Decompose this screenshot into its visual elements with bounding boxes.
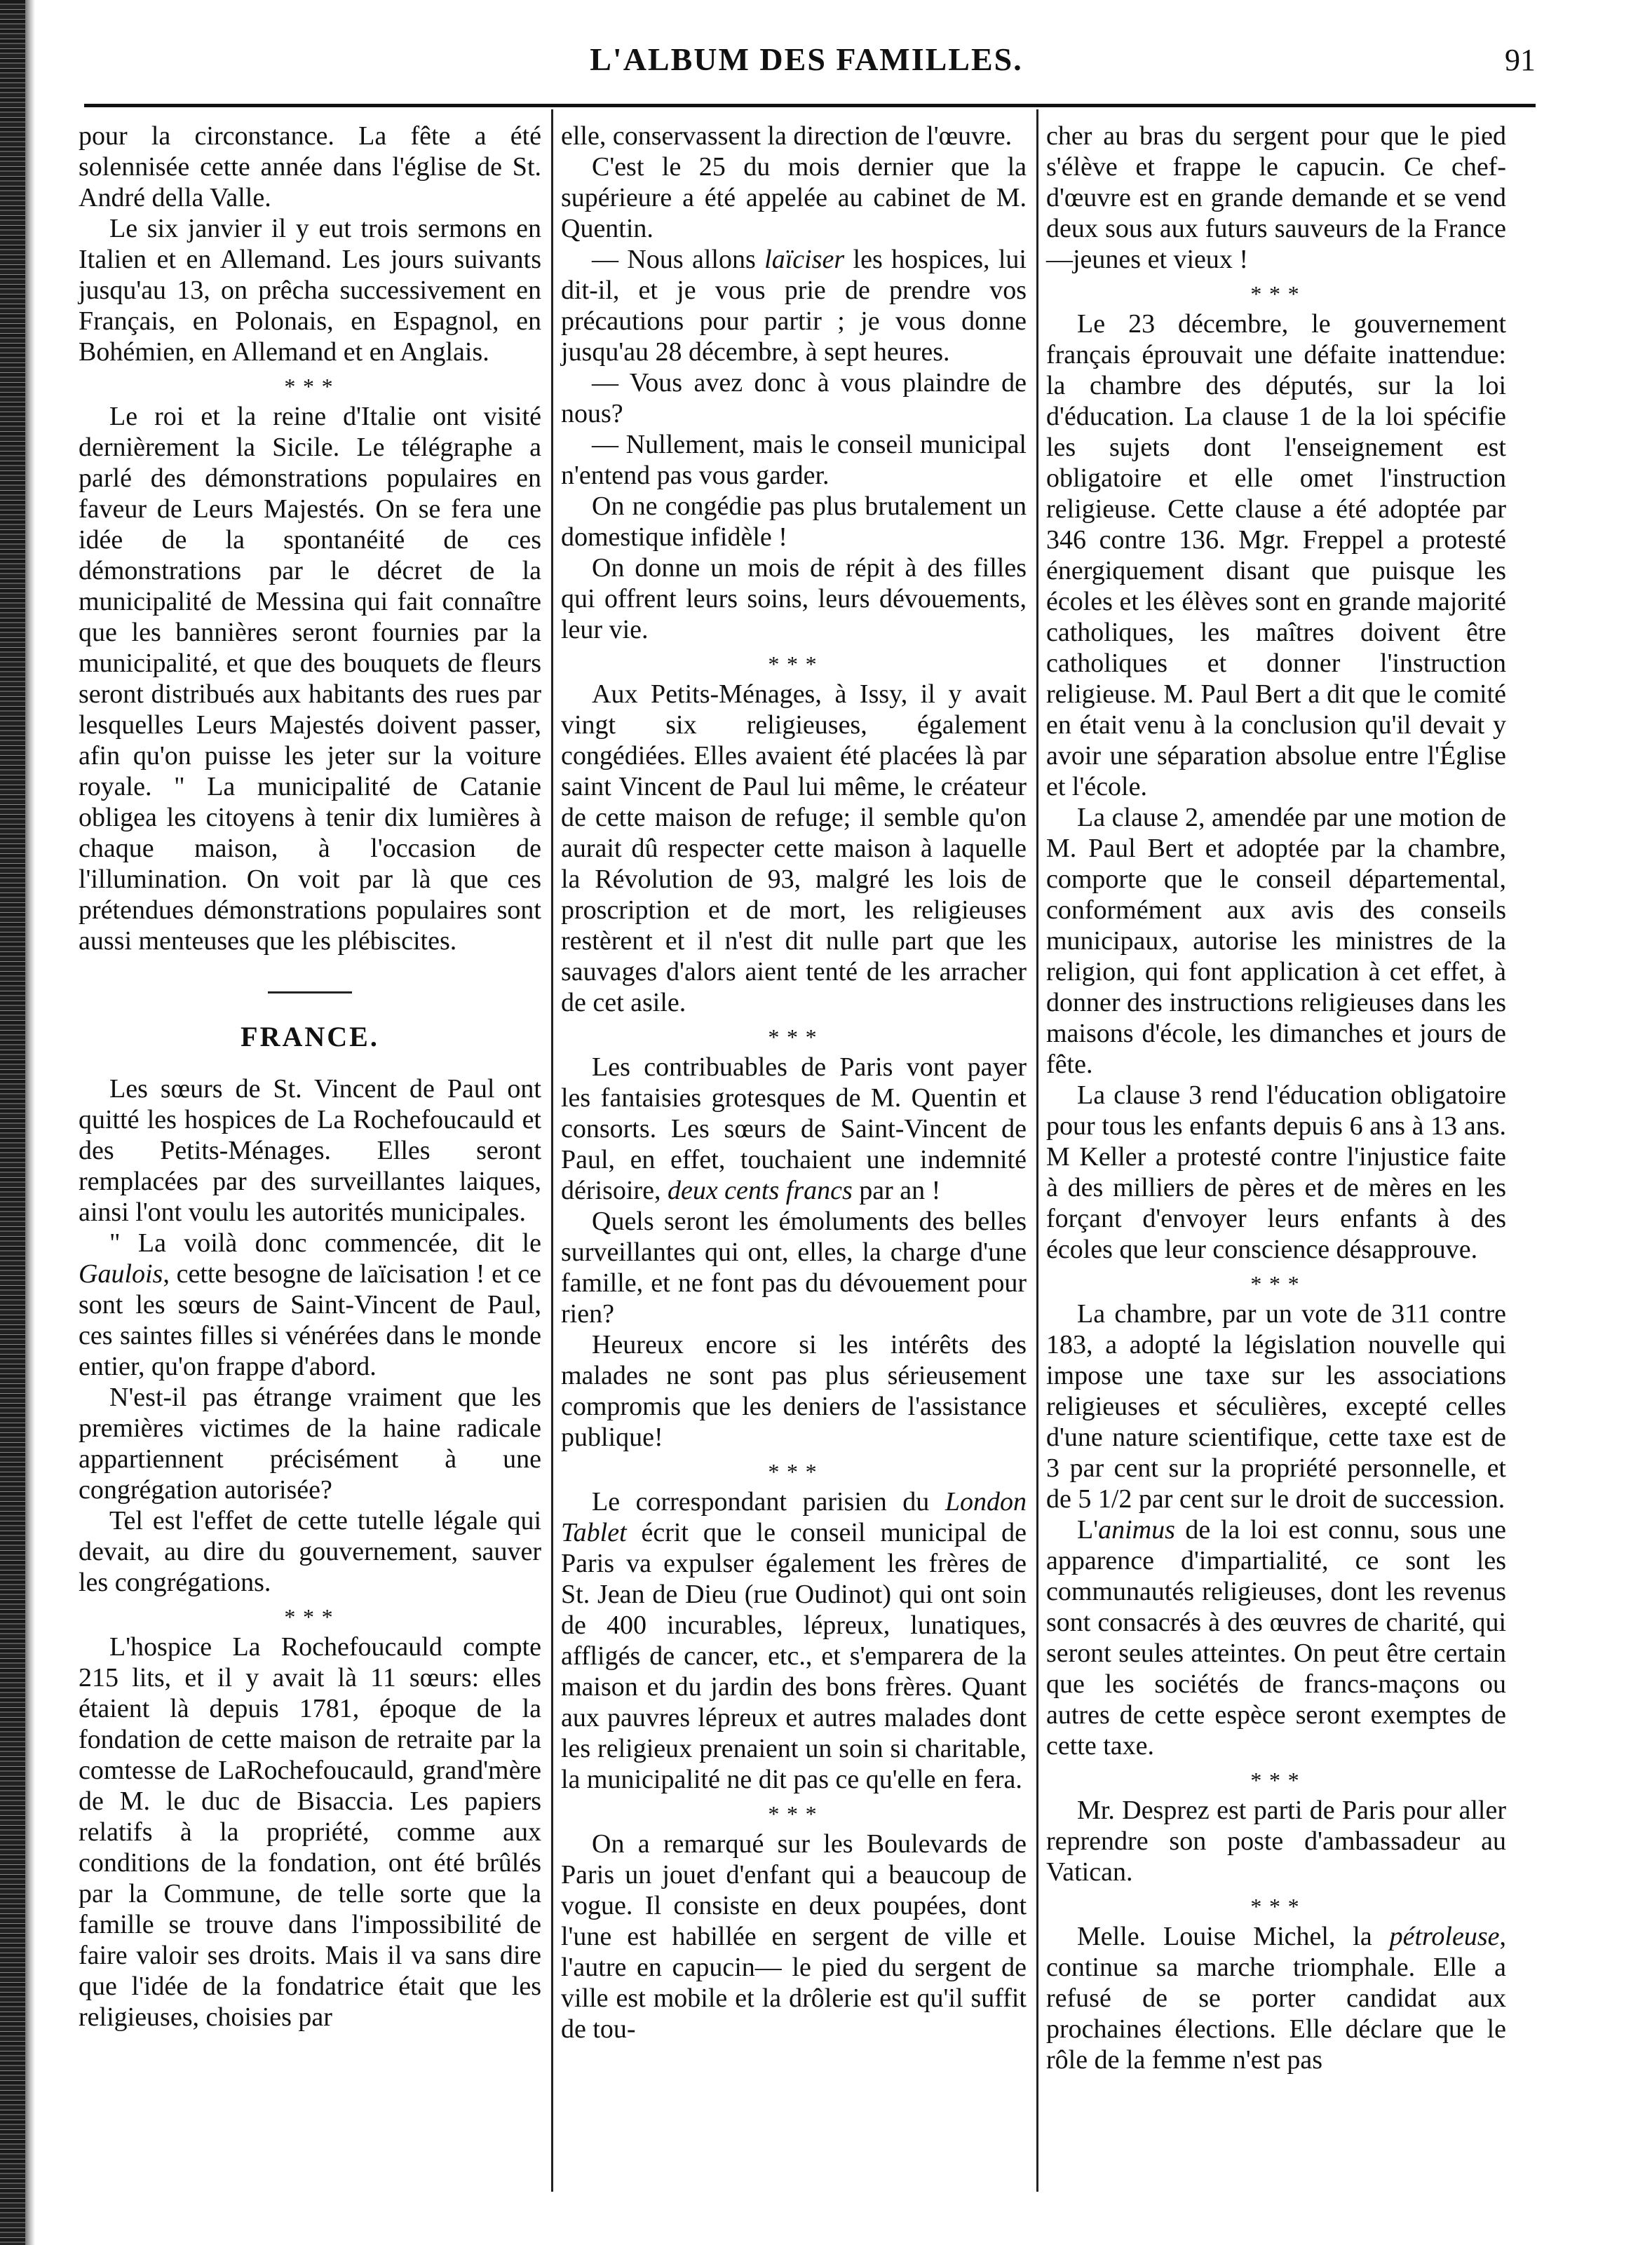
paragraph: Heureux encore si les intérêts des malades ne sont pas plus sérieusement compromis que les deniers de l'assistance publique! (561, 1330, 1027, 1452)
page-binding-edge (0, 0, 25, 2245)
paragraph: La chambre, par un vote de 311 contre 183, a adopté la législation nouvelle qui impose une taxe sur les associations religieuses et séculières, excepté celles d'une nature scientifique, cette taxe est de 3 par cent sur la propriété personnelle, et de 5 1/2 par cent sur le droit de succession. (1046, 1299, 1506, 1514)
section-divider (268, 991, 352, 993)
paragraph: On ne congédie pas plus brutalement un domestique infidèle ! (561, 491, 1027, 552)
paragraph: Le 23 décembre, le gouvernement français éprouvait une défaite inattendue: la chambre des députés, sur la loi d'éducation. La clause 1 de la loi spécifie les sujets dont l'enseignement est obligatoire et elle omet l'instruction religieuse. Cette clause a été adoptée par 346 contre 136. Mgr. Freppel a protesté énergiquement disant que puisque les écoles et les élèves sont en grande majorité catholiques, les maîtres doivent être catholiques et donner l'instruction religieuse. M. Paul Bert a dit que le comité en était venu à la conclusion qu'il devait y avoir une séparation absolue entre l'Église et l'école. (1046, 309, 1506, 801)
paragraph: " La voilà donc commencée, dit le Gaulois, cette besogne de laïcisation ! et ce sont les sœurs de Saint-Vincent de Paul, ces saintes filles si vénérées dans le monde entier, qu'on frappe d'abord. (79, 1228, 541, 1381)
column-1 (79, 121, 541, 2033)
paragraph: Aux Petits-Ménages, à Issy, il y avait vingt six religieuses, également congédiées. Elles avaient été placées là par saint Vincent de Paul lui même, le créateur de cette maison de refuge; il semble qu'on aurait dû respecter cette maison à laquelle la Révolution de 93, malgré les lois de proscription et de mort, les religieuses restèrent et il n'est dit nulle part que les sauvages d'alors aient tenté de les arracher de cet asile. (561, 679, 1027, 1017)
emphasis: pétroleuse (1389, 1922, 1500, 1951)
paragraph: cher au bras du sergent pour que le pied s'élève et frappe le capucin. Ce chef-d'œuvre est en grande demande et se vend deux sous aux futurs sauveurs de la France—jeunes et vieux ! (1046, 121, 1506, 274)
emphasis: animus (1098, 1515, 1175, 1545)
running-title: L'ALBUM DES FAMILLES. (590, 41, 1023, 77)
asterism: * * * (768, 1024, 820, 1050)
emphasis: deux cents francs (667, 1176, 853, 1205)
paragraph: On a remarqué sur les Boulevards de Paris un jouet d'enfant qui a beaucoup de vogue. Il consiste en deux poupées, dont l'une est habillée en sergent de ville et l'autre en capucin— le pied du sergent de ville est mobile et la drôlerie est qu'il suffit de tou- (561, 1829, 1027, 2044)
paragraph: Les sœurs de St. Vincent de Paul ont quitté les hospices de La Rochefoucauld et des Petits-Ménages. Elles seront remplacées par des surveillantes laiques, ainsi l'ont voulu les autorités municipales. (79, 1074, 541, 1227)
column-rule-2 (1036, 109, 1038, 2192)
paragraph: C'est le 25 du mois dernier que la supérieure a été appelée au cabinet de M. Quentin. (561, 152, 1027, 243)
paragraph: Quels seront les émoluments des belles surveillantes qui ont, elles, la charge d'une famille, et ne font pas du dévouement pour rien? (561, 1207, 1027, 1329)
page-binding-shadow (25, 0, 35, 2245)
paragraph: L'animus de la loi est connu, sous une apparence d'impartialité, ce sont les communautés religieuses, dont les revenus sont consacrés à des œuvres de charité, qui seront seules atteintes. On peut être certain que les sociétés de francs-maçons ou autres de cette espèce seront exemptes de cette taxe. (1046, 1515, 1506, 1761)
paragraph: On donne un mois de répit à des filles qui offrent leurs soins, leurs dévouements, leur vie. (561, 553, 1027, 644)
paragraph: L'hospice La Rochefoucauld compte 215 lits, et il y avait là 11 sœurs: elles étaient là depuis 1781, époque de la fondation de cette maison de retraite par la comtesse de LaRochefoucauld, grand'mère de M. le duc de Bisaccia. Les papiers relatifs à la propriété, comme aux conditions de la fondation, ont été brûlés par la Commune, de telle sorte que la famille se trouve dans l'impossibilité de faire valoir ses droits. Mais il va sans dire que l'idée de la fondatrice était que les religieuses, choisies par (79, 1632, 541, 2032)
paragraph: Le correspondant parisien du London Tablet écrit que le conseil municipal de Paris va expulser également les frères de St. Jean de Dieu (rue Oudinot) qui ont soin de 400 incurables, lépreux, lunatiques, affligés de cancer, etc., et s'emparera de la maison et du jardin des bons frères. Quant aux pauvres lépreux et autres malades dont les religieux prenaient un soin si charitable, la municipalité ne dit pas ce qu'elle en fera. (561, 1487, 1027, 1794)
paragraph: Mr. Desprez est parti de Paris pour aller reprendre son poste d'ambassadeur au Vatican. (1046, 1796, 1506, 1887)
paragraph: N'est-il pas étrange vraiment que les premières victimes de la haine radicale appartiennent précisément à une congrégation autorisée? (79, 1383, 541, 1505)
paragraph: Melle. Louise Michel, la pétroleuse, continue sa marche triomphale. Elle a refusé de se porter candidat aux prochaines élections. Elle déclare que le rôle de la femme n'est pas (1046, 1922, 1506, 2075)
paragraph: — Nullement, mais le conseil municipal n'entend pas vous garder. (561, 430, 1027, 490)
paragraph: pour la circonstance. La fête a été solennisée cette année dans l'église de St. André della Valle. (79, 121, 541, 212)
paragraph: Le roi et la reine d'Italie ont visité dernièrement la Sicile. Le télégraphe a parlé des démonstrations populaires en faveur de Leurs Majestés. On se fera une idée de la spontanéité de ces démonstrations par le décret de la municipalité de Messina qui fait connaître que les bannières seront fournies par la municipalité, et que des bouquets de fleurs seront distribués aux habitants des rues par lesquelles Leurs Majestés doivent passer, afin qu'on puisse les jeter sur la voiture royale. " La municipalité de Catanie obligea les citoyens à tenir dix lumières à chaque maison, à l'occasion de l'illumination. On voit par là que ces prétendues démonstrations populaires sont aussi menteuses que les plébiscites. (79, 402, 541, 956)
paragraph: — Vous avez donc à vous plaindre de nous? (561, 368, 1027, 428)
paragraph: Les contribuables de Paris vont payer les fantaisies grotesques de M. Quentin et consorts. Les sœurs de Saint-Vincent de Paul, en effet, touchaient une indemnité dérisoire, deux cents francs par an ! (561, 1052, 1027, 1205)
paragraph: elle, conservassent la direction de l'œuvre. (561, 121, 1013, 151)
paragraph: La clause 3 rend l'éducation obligatoire pour tous les enfants depuis 6 ans à 13 ans. M Keller a protesté contre l'injustice faite à des milliers de pères et de mères en les forçant d'envoyer leurs enfants à des écoles que leur conscience désapprouve. (1046, 1080, 1506, 1264)
paragraph: Tel est l'effet de cette tutelle légale qui devait, au dire du gouvernement, sauver les congrégations. (79, 1506, 541, 1597)
section-title: FRANCE. (241, 1021, 379, 1052)
emphasis: laïciser (764, 245, 845, 274)
paragraph: La clause 2, amendée par une motion de M. Paul Bert et adoptée par la chambre, comporte que le conseil départemental, conformément aux avis des conseils municipaux, autorise les ministres de la religion, qui font application à cet effet, à donner des instructions religieuses dans les maisons d'école, les dimanches et jours de fête. (1046, 803, 1506, 1079)
page-number: 91 (1505, 43, 1536, 77)
column-2 (561, 121, 1027, 2044)
asterism: * * * (1250, 1894, 1302, 1919)
asterism: * * * (768, 1801, 820, 1826)
column-rule-1 (551, 109, 553, 2192)
asterism: * * * (1250, 281, 1302, 306)
asterism: * * * (1250, 1768, 1302, 1793)
paragraph: — Nous allons laïciser les hospices, lui dit-il, et je vous prie de prendre vos précautions pour partir ; je vous donne jusqu'au 28 décembre, à sept heures. (561, 245, 1027, 367)
asterism: * * * (1250, 1271, 1302, 1296)
paragraph: Le six janvier il y eut trois sermons en Italien et en Allemand. Les jours suivants jusqu'au 13, on prêcha successivement en Français, en Polonais, en Espagnol, en Bohémien, en Allemand et en Anglais. (79, 214, 541, 367)
header-rule (84, 104, 1536, 107)
page-header (77, 41, 1536, 90)
asterism: * * * (768, 1459, 820, 1484)
newspaper-name: Gaulois (79, 1259, 163, 1289)
asterism: * * * (768, 651, 820, 677)
column-3 (1046, 121, 1506, 2075)
asterism: * * * (284, 374, 336, 399)
asterism: * * * (284, 1604, 336, 1629)
newspaper-name: London Tablet (561, 1487, 1027, 1547)
